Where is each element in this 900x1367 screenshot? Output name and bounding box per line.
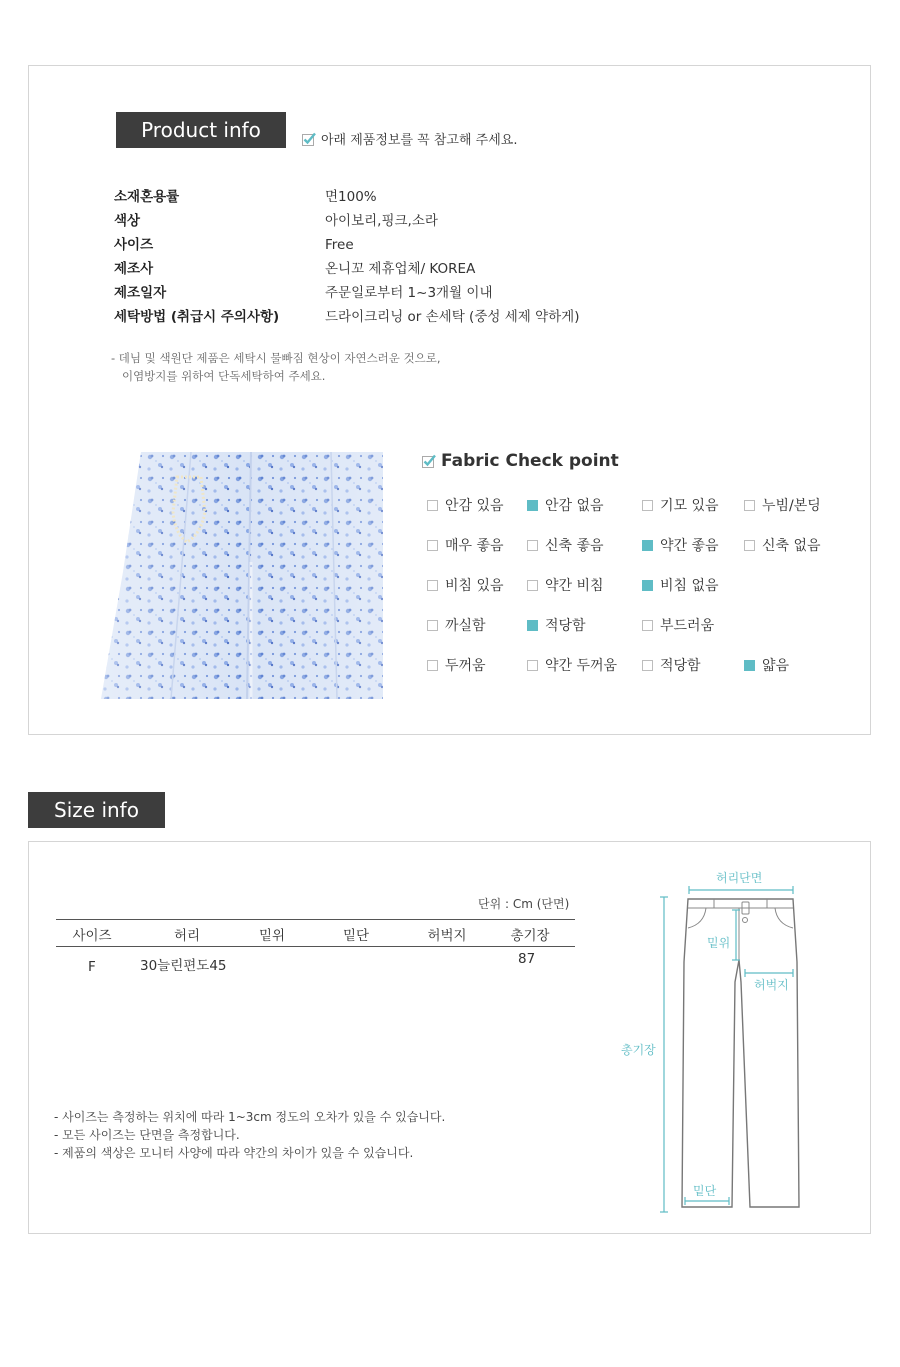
- fabric-option-stretch-none: [744, 537, 821, 555]
- diagram-label-thigh: 허벅지: [754, 978, 789, 992]
- product-info-heading: Product info: [116, 112, 286, 148]
- checkbox-empty-icon: [427, 580, 438, 591]
- fabric-option-moderate-thickness: [642, 657, 701, 675]
- fabric-option-label: 안감 있음: [445, 498, 504, 514]
- checkbox-filled-icon: [744, 660, 755, 671]
- check-icon: [422, 454, 436, 468]
- checkbox-empty-icon: [642, 660, 653, 671]
- fabric-option-label: 약간 두꺼움: [545, 658, 618, 674]
- fabric-option-moderate-texture: [527, 617, 586, 635]
- size-note-3: - 제품의 색상은 모니터 사양에 따라 약간의 차이가 있을 수 있습니다.: [54, 1146, 414, 1160]
- checkbox-empty-icon: [744, 500, 755, 511]
- hem-col-header: 밑단: [342, 928, 370, 944]
- info-value: 면100%: [325, 189, 377, 205]
- size-cell: F: [88, 959, 96, 975]
- info-label: 제조일자: [114, 285, 167, 301]
- length-col-header: 총기장: [510, 928, 550, 944]
- fabric-option-label: 까실함: [445, 618, 486, 634]
- table-header-rule: [56, 946, 575, 947]
- fabric-option-label: 두꺼움: [445, 658, 486, 674]
- info-value: 아이보리,핑크,소라: [325, 213, 438, 229]
- fabric-option-thin: [744, 657, 789, 675]
- checkbox-empty-icon: [642, 620, 653, 631]
- fabric-option-label: 비침 없음: [660, 578, 719, 594]
- fabric-option-label: 적당함: [545, 618, 586, 634]
- fabric-option-label: 비침 있음: [445, 578, 504, 594]
- fabric-option-brushed: [642, 497, 719, 515]
- checkbox-filled-icon: [642, 580, 653, 591]
- waist-cell: 30늘린편도45: [140, 958, 227, 974]
- fabric-option-quilted: [744, 497, 821, 515]
- size-note-1: - 사이즈는 측정하는 위치에 따라 1~3cm 정도의 오차가 있을 수 있습니다.: [54, 1110, 446, 1124]
- info-label: 색상: [114, 213, 141, 229]
- fabric-option-sheer-no: [642, 577, 719, 595]
- info-value: 온니꼬 제휴업체/ KOREA: [325, 261, 476, 277]
- fabric-option-slightly-thick: [527, 657, 617, 675]
- check-icon: [302, 132, 316, 146]
- product-info-panel: [28, 65, 871, 735]
- washing-note-line-1: - 데님 및 색원단 제품은 세탁시 물빠짐 현상이 자연스러운 것으로,: [111, 351, 441, 365]
- fabric-option-thick: [427, 657, 486, 675]
- checkbox-filled-icon: [527, 500, 538, 511]
- fabric-check-title-text: Fabric Check point: [441, 451, 619, 471]
- fabric-option-lining-no: [527, 497, 604, 515]
- checkbox-empty-icon: [527, 580, 538, 591]
- fabric-option-label: 안감 없음: [545, 498, 604, 514]
- info-label: 제조사: [114, 261, 154, 277]
- checkbox-empty-icon: [527, 660, 538, 671]
- checkbox-filled-icon: [527, 620, 538, 631]
- waist-col-header: 허리: [173, 928, 201, 944]
- fabric-option-stretch-very-good: [427, 537, 504, 555]
- fabric-pattern-image: [101, 452, 383, 699]
- fabric-option-rough: [427, 617, 486, 635]
- info-value: Free: [325, 237, 354, 253]
- fabric-option-label: 누빔/본딩: [762, 498, 821, 514]
- fabric-option-label: 신축 좋음: [545, 538, 604, 554]
- washing-note-line-2: 이염방지를 위하여 단독세탁하여 주세요.: [111, 369, 326, 383]
- checkbox-empty-icon: [642, 500, 653, 511]
- fabric-option-label: 약간 비침: [545, 578, 604, 594]
- checkbox-empty-icon: [427, 500, 438, 511]
- fabric-option-label: 부드러움: [660, 618, 715, 634]
- size-info-heading: Size info: [28, 792, 165, 828]
- fabric-option-stretch-slight: [642, 537, 719, 555]
- diagram-label-waist: 허리단면: [716, 871, 763, 885]
- fabric-option-sheer-slight: [527, 577, 604, 595]
- checkbox-empty-icon: [427, 540, 438, 551]
- size-unit: 단위 : Cm (단면): [478, 897, 570, 911]
- size-note-2: - 모든 사이즈는 단면을 측정합니다.: [54, 1128, 240, 1142]
- table-top-rule: [56, 919, 575, 920]
- notice-text: 아래 제품정보를 꼭 참고해 주세요.: [321, 133, 518, 148]
- info-label: 세탁방법 (취급시 주의사항): [114, 309, 280, 325]
- size-col-header: 사이즈: [72, 928, 112, 944]
- length-cell: 87: [518, 951, 536, 967]
- info-value: 드라이크리닝 or 손세탁 (중성 세제 약하게): [325, 309, 580, 325]
- diagram-label-length: 총기장: [621, 1043, 656, 1057]
- fabric-option-label: 기모 있음: [660, 498, 719, 514]
- checkbox-filled-icon: [642, 540, 653, 551]
- size-info-panel: [28, 841, 871, 1234]
- fabric-check-title: [422, 449, 619, 473]
- info-label: 소재혼용률: [114, 189, 180, 205]
- checkbox-empty-icon: [527, 540, 538, 551]
- fabric-option-sheer-yes: [427, 577, 504, 595]
- fabric-option-lining-yes: [427, 497, 504, 515]
- fabric-option-label: 적당함: [660, 658, 701, 674]
- info-value: 주문일로부터 1~3개월 이내: [325, 285, 493, 301]
- diagram-label-hem: 밑단: [693, 1184, 717, 1198]
- diagram-label-rise: 밑위: [707, 936, 731, 950]
- checkbox-empty-icon: [744, 540, 755, 551]
- info-label: 사이즈: [114, 237, 154, 253]
- fabric-option-soft: [642, 617, 714, 635]
- rise-col-header: 밑위: [258, 928, 286, 944]
- fabric-option-label: 얇음: [762, 658, 790, 674]
- fabric-option-label: 약간 좋음: [660, 538, 719, 554]
- checkbox-empty-icon: [427, 620, 438, 631]
- fabric-option-stretch-good: [527, 537, 604, 555]
- checkbox-empty-icon: [427, 660, 438, 671]
- product-info-notice: [302, 132, 517, 150]
- fabric-option-label: 신축 없음: [762, 538, 821, 554]
- fabric-photo: [101, 452, 383, 699]
- fabric-option-label: 매우 좋음: [445, 538, 504, 554]
- thigh-col-header: 허벅지: [427, 928, 467, 944]
- pants-measurement-diagram: [609, 862, 849, 1222]
